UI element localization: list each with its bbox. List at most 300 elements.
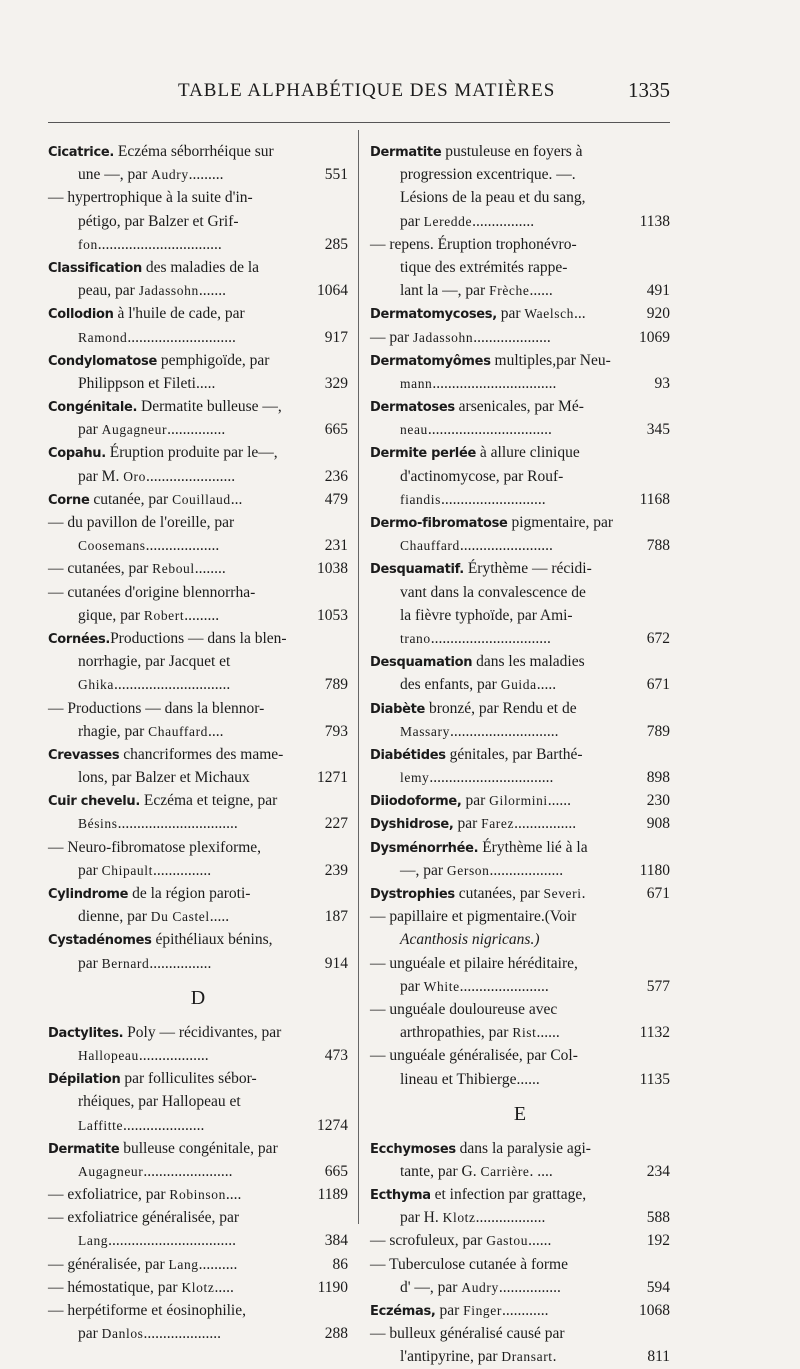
index-page-ref: 1038 bbox=[317, 560, 348, 578]
index-page-ref: 577 bbox=[646, 977, 670, 995]
index-line bbox=[370, 1345, 670, 1368]
index-author: Du Castel bbox=[150, 909, 210, 925]
index-page-ref: 1064 bbox=[317, 282, 348, 300]
index-text: Dermatite bulleuse —, bbox=[137, 398, 282, 416]
index-page-ref: 551 bbox=[324, 166, 348, 184]
index-author: Chauffard bbox=[400, 538, 460, 554]
index-text: Eczéma séborrhéique sur bbox=[114, 143, 274, 160]
leader-dots: .... bbox=[225, 1186, 242, 1204]
index-page-ref: 230 bbox=[646, 792, 670, 810]
index-headword: Dermatomycoses, bbox=[370, 307, 497, 323]
index-headword: Diabétides bbox=[370, 747, 446, 763]
index-text: — papillaire et pigmentaire.(Voir bbox=[370, 908, 577, 926]
index-line bbox=[370, 1253, 670, 1276]
index-headword: Copahu. bbox=[48, 446, 106, 462]
index-text: pemphigoïde, par bbox=[157, 351, 270, 369]
leader-dots: ............................... bbox=[430, 629, 551, 647]
leader-dots: ................ bbox=[514, 815, 577, 833]
index-headword: Condylomatose bbox=[48, 353, 158, 369]
index-text: — hémostatique, par bbox=[48, 1278, 182, 1296]
index-author: Chauffard bbox=[148, 723, 209, 739]
index-text: — unguéale et pilaire héréditaire, bbox=[370, 954, 578, 972]
index-headword: Diabète bbox=[370, 701, 426, 717]
index-line bbox=[48, 534, 348, 557]
index-text: pigmentaire, par bbox=[507, 514, 614, 531]
index-text: par bbox=[400, 977, 424, 995]
page-number: 1335 bbox=[628, 78, 670, 102]
leader-dots: ................... bbox=[489, 861, 564, 879]
index-line bbox=[48, 836, 348, 859]
index-text: rhéiques, par Hallopeau et bbox=[78, 1093, 241, 1111]
index-line bbox=[48, 766, 348, 789]
index-text: — Neuro-fibromatose plexiforme, bbox=[48, 838, 262, 856]
leader-dots: ............... bbox=[152, 861, 212, 879]
index-author: Audry bbox=[461, 1279, 499, 1295]
leader-dots: . bbox=[581, 885, 586, 902]
index-author: Robinson bbox=[169, 1187, 226, 1203]
index-line bbox=[48, 186, 348, 209]
leader-dots: ... bbox=[230, 490, 243, 508]
index-headword: Ecthyma bbox=[370, 1188, 431, 1204]
leader-dots: ..... bbox=[209, 908, 230, 926]
index-line bbox=[370, 766, 670, 789]
index-page-ref: 789 bbox=[646, 722, 670, 740]
index-author: Severi bbox=[543, 886, 582, 901]
index-line bbox=[48, 256, 348, 279]
leader-dots: .......... bbox=[198, 1255, 238, 1273]
index-author: Farez bbox=[481, 816, 515, 832]
index-page-ref: 671 bbox=[646, 676, 670, 694]
index-text: à l'huile de cade, par bbox=[113, 305, 245, 323]
leader-dots: ........ bbox=[194, 560, 226, 578]
leader-dots: ................ bbox=[149, 954, 212, 972]
index-line bbox=[48, 511, 348, 534]
index-page-ref: 1053 bbox=[317, 606, 348, 624]
leader-dots: ......... bbox=[184, 606, 220, 624]
index-headword: Dyshidrose, bbox=[370, 817, 454, 833]
index-text: — cutanées, par bbox=[48, 560, 153, 578]
index-text: Érythème — récidi- bbox=[463, 560, 592, 578]
index-line bbox=[370, 650, 670, 673]
index-text: — unguéale douloureuse avec bbox=[370, 1000, 558, 1018]
index-line bbox=[370, 882, 670, 905]
index-headword: Diiodoforme, bbox=[370, 794, 462, 810]
index-headword: Dermo-fibromatose bbox=[370, 516, 508, 531]
index-line bbox=[48, 627, 348, 650]
index-author: Coosemans bbox=[78, 538, 146, 554]
index-text: — cutanées d'origine blennorrha- bbox=[48, 583, 256, 601]
index-line bbox=[48, 372, 348, 395]
index-text: tante, par G. bbox=[400, 1162, 481, 1180]
index-line bbox=[48, 882, 348, 905]
index-page-ref: 227 bbox=[324, 815, 348, 833]
index-text: dans les maladies bbox=[472, 653, 585, 671]
leader-dots: ...... bbox=[528, 1232, 552, 1250]
index-text: cutanées, par bbox=[454, 885, 544, 902]
index-author: Massary bbox=[400, 723, 450, 739]
index-line bbox=[370, 627, 670, 650]
index-page-ref: 671 bbox=[646, 885, 670, 902]
index-text: lineau et Thibierge bbox=[400, 1070, 517, 1088]
index-line bbox=[370, 441, 670, 464]
index-text: norrhagie, par Jacquet et bbox=[78, 653, 231, 671]
index-headword: Dermite perlée bbox=[370, 446, 477, 462]
index-line bbox=[48, 349, 348, 372]
leader-dots: ................... bbox=[145, 537, 220, 555]
index-page-ref: 187 bbox=[324, 908, 348, 926]
index-author: Chipault bbox=[101, 862, 153, 878]
index-author: Ghika bbox=[78, 677, 114, 693]
index-text: — exfoliatrice, par bbox=[48, 1186, 170, 1204]
leader-dots: ....................... bbox=[459, 977, 549, 995]
index-text: pustuleuse en foyers à bbox=[441, 143, 583, 160]
index-text: — herpétiforme et éosinophilie, bbox=[48, 1302, 246, 1319]
index-page-ref: 1168 bbox=[639, 490, 670, 508]
index-headword: Dermatite bbox=[48, 1141, 120, 1157]
index-line bbox=[48, 1067, 348, 1090]
index-line bbox=[48, 441, 348, 464]
leader-dots: ................ bbox=[472, 212, 535, 230]
leader-dots: ..................... bbox=[123, 1116, 205, 1134]
index-text: et infection par grattage, bbox=[430, 1186, 587, 1204]
index-page-ref: 594 bbox=[646, 1278, 670, 1296]
index-line bbox=[370, 557, 670, 580]
index-page-ref: 192 bbox=[646, 1232, 670, 1250]
index-text: — généralisée, par bbox=[48, 1255, 169, 1273]
index-page-ref: 898 bbox=[646, 769, 670, 787]
index-author: neau bbox=[400, 422, 428, 438]
index-author: Couillaud bbox=[172, 491, 231, 507]
index-italic-ref: Acanthosis nigricans.) bbox=[400, 931, 540, 949]
index-headword: Cylindrome bbox=[48, 887, 129, 902]
index-text: — du pavillon de l'oreille, par bbox=[48, 514, 235, 531]
index-text: à allure clinique bbox=[476, 444, 580, 462]
index-page-ref: 788 bbox=[646, 537, 670, 555]
index-page-ref: 1068 bbox=[639, 1302, 670, 1319]
index-headword: Classification bbox=[48, 260, 142, 276]
index-text: par bbox=[78, 1325, 102, 1343]
leader-dots: ....... bbox=[198, 282, 226, 300]
index-text: par bbox=[435, 1302, 464, 1319]
index-line bbox=[48, 302, 348, 325]
index-text: d' —, par bbox=[400, 1278, 462, 1296]
index-page-ref: 384 bbox=[324, 1232, 348, 1250]
index-line bbox=[370, 905, 670, 928]
index-author: Guida bbox=[500, 677, 537, 693]
index-line bbox=[48, 581, 348, 604]
index-text: — repens. Éruption trophonévro- bbox=[370, 235, 577, 253]
index-headword: Cicatrice. bbox=[48, 145, 115, 160]
index-line bbox=[370, 1160, 670, 1183]
leader-dots: ............................ bbox=[127, 328, 236, 346]
leader-dots: ...... bbox=[547, 792, 572, 810]
index-headword: Dermatoses bbox=[370, 400, 455, 416]
index-text: — scrofuleux, par bbox=[370, 1232, 487, 1250]
index-page-ref: 345 bbox=[646, 421, 670, 439]
index-text: — Productions — dans la blennor- bbox=[48, 699, 265, 717]
index-line bbox=[48, 1253, 348, 1276]
index-page-ref: 1190 bbox=[317, 1278, 348, 1296]
index-text: peau, par bbox=[78, 282, 139, 300]
index-text: Productions — dans la blen- bbox=[110, 629, 287, 647]
index-line bbox=[370, 836, 670, 859]
index-headword: Cystadénomes bbox=[48, 933, 152, 949]
leader-dots: ..... bbox=[214, 1278, 234, 1296]
index-text: par bbox=[400, 212, 424, 230]
index-text: cutanée, par bbox=[89, 490, 173, 508]
index-page-ref: 1138 bbox=[639, 212, 670, 230]
column-divider bbox=[358, 130, 359, 1224]
leader-dots: ...... bbox=[536, 1024, 560, 1042]
index-text: génitales, par Barthé- bbox=[445, 745, 583, 763]
index-author: Klotz bbox=[442, 1210, 476, 1226]
leader-dots: ...... bbox=[529, 282, 553, 300]
index-author: Oro bbox=[123, 468, 146, 484]
index-page-ref: 917 bbox=[324, 328, 348, 346]
leader-dots: ................................. bbox=[108, 1232, 237, 1250]
index-line bbox=[370, 604, 670, 627]
index-text: épithéliaux bénins, bbox=[151, 931, 273, 949]
index-line bbox=[48, 1276, 348, 1299]
index-text: des maladies de la bbox=[141, 258, 260, 276]
index-text: par bbox=[78, 954, 102, 972]
leader-dots: .... bbox=[208, 722, 224, 740]
leader-dots: ............................... bbox=[117, 815, 238, 833]
index-line bbox=[48, 1299, 348, 1322]
page-title: TABLE ALPHABÉTIQUE DES MATIÈRES bbox=[178, 80, 556, 101]
index-line bbox=[370, 673, 670, 696]
index-author: Ramond bbox=[78, 329, 128, 345]
index-text: progression excentrique. —. bbox=[400, 166, 576, 184]
index-text: bronzé, par Rendu et de bbox=[425, 699, 577, 717]
index-author: Bernard bbox=[101, 955, 150, 971]
index-text: Eczéma et teigne, par bbox=[140, 792, 278, 810]
index-line bbox=[370, 163, 670, 186]
index-headword: Eczémas, bbox=[370, 1304, 436, 1319]
index-line bbox=[48, 650, 348, 673]
index-line bbox=[370, 233, 670, 256]
index-author: Lang bbox=[78, 1233, 109, 1249]
index-author: Jadassohn bbox=[138, 283, 199, 299]
index-headword: Dactylites. bbox=[48, 1025, 124, 1041]
index-line bbox=[48, 1206, 348, 1229]
index-headword: Dermatomyômes bbox=[370, 353, 491, 369]
leader-dots: ............................ bbox=[449, 722, 559, 740]
index-author: Bésins bbox=[78, 816, 118, 832]
index-author: Leredde bbox=[423, 213, 473, 229]
index-author: Robert bbox=[143, 607, 185, 623]
index-text: par bbox=[78, 861, 102, 879]
index-line bbox=[370, 465, 670, 488]
index-author: Dransart bbox=[501, 1349, 553, 1365]
index-line bbox=[48, 1137, 348, 1160]
index-author: fon bbox=[78, 236, 98, 252]
index-text: rhagie, par bbox=[78, 722, 149, 740]
index-author: Danlos bbox=[101, 1326, 144, 1342]
index-page-ref: 231 bbox=[324, 537, 348, 555]
index-text: par bbox=[461, 792, 490, 810]
leader-dots: ............... bbox=[167, 421, 226, 439]
index-page-ref: 1274 bbox=[317, 1116, 348, 1134]
index-author: Carrière bbox=[480, 1163, 530, 1179]
index-line bbox=[370, 1137, 670, 1160]
index-line bbox=[370, 928, 670, 951]
index-line bbox=[370, 1322, 670, 1345]
leader-dots: ........................ bbox=[459, 537, 553, 555]
index-text: — exfoliatrice généralisée, par bbox=[48, 1209, 240, 1227]
index-page-ref: 789 bbox=[324, 676, 348, 694]
index-page-ref: 479 bbox=[324, 490, 348, 508]
index-line bbox=[48, 465, 348, 488]
index-page-ref: 1271 bbox=[317, 769, 348, 787]
index-text: par bbox=[453, 815, 482, 833]
index-author: Gerson bbox=[446, 862, 490, 878]
index-text: par H. bbox=[400, 1209, 443, 1227]
index-page-ref: 1135 bbox=[639, 1070, 670, 1088]
index-page-ref: 908 bbox=[646, 815, 670, 833]
index-page-ref: 236 bbox=[324, 467, 348, 485]
leader-dots: ................................ bbox=[432, 374, 557, 392]
index-text: — Tuberculose cutanée à forme bbox=[370, 1255, 568, 1273]
index-text: gique, par bbox=[78, 606, 144, 624]
index-author: White bbox=[423, 978, 460, 994]
section-letter: D bbox=[190, 986, 206, 1009]
index-text: par M. bbox=[78, 467, 124, 485]
leader-dots: ............ bbox=[501, 1302, 549, 1319]
index-text: de la région paroti- bbox=[128, 885, 251, 902]
index-author: trano bbox=[400, 630, 431, 646]
index-page-ref: 239 bbox=[324, 861, 348, 879]
index-page-ref: 665 bbox=[324, 421, 348, 439]
leader-dots: ................ bbox=[498, 1278, 561, 1296]
leader-dots: ..... bbox=[536, 676, 557, 694]
index-author: Frèche bbox=[489, 283, 530, 299]
leader-dots: ...... bbox=[516, 1070, 540, 1088]
index-headword: Cornées. bbox=[48, 631, 111, 647]
index-headword: Cuir chevelu. bbox=[48, 794, 141, 810]
index-page-ref: 1132 bbox=[639, 1024, 670, 1042]
index-author: Gilormini bbox=[489, 793, 548, 809]
index-line bbox=[370, 418, 670, 441]
index-line bbox=[48, 163, 348, 186]
index-author: Hallopeau bbox=[78, 1047, 139, 1063]
index-author: mann bbox=[400, 375, 433, 391]
index-line bbox=[370, 1276, 670, 1299]
index-line bbox=[370, 256, 670, 279]
index-line bbox=[48, 1160, 348, 1183]
index-text: arsenicales, par Mé- bbox=[454, 398, 584, 416]
index-author: Klotz bbox=[181, 1279, 215, 1295]
header-rule bbox=[48, 122, 670, 123]
leader-dots: ....................... bbox=[143, 1162, 233, 1180]
index-line bbox=[370, 1229, 670, 1252]
index-line bbox=[48, 395, 348, 418]
index-line bbox=[370, 1044, 670, 1067]
index-author: Lang bbox=[168, 1256, 199, 1272]
index-text: —, par bbox=[400, 861, 447, 879]
index-line bbox=[48, 697, 348, 720]
index-page-ref: 588 bbox=[646, 1209, 670, 1227]
leader-dots: . .... bbox=[529, 1162, 553, 1180]
index-page-ref: 288 bbox=[324, 1325, 348, 1343]
index-text: Érythème lié à la bbox=[478, 838, 588, 856]
index-line bbox=[48, 1044, 348, 1067]
index-page-ref: 672 bbox=[646, 629, 670, 647]
index-text: lons, par Balzer et Michaux bbox=[78, 769, 250, 787]
index-text: pétigo, par Balzer et Grif- bbox=[78, 212, 239, 230]
index-headword: Ecchymoses bbox=[370, 1141, 456, 1157]
index-line bbox=[48, 905, 348, 928]
index-headword: Dystrophies bbox=[370, 887, 455, 902]
index-text: par bbox=[78, 421, 102, 439]
index-line bbox=[48, 952, 348, 975]
index-line bbox=[370, 1299, 670, 1322]
index-author: Augagneur bbox=[101, 422, 168, 438]
index-line bbox=[370, 372, 670, 395]
index-line bbox=[370, 859, 670, 882]
index-text: dienne, par bbox=[78, 908, 151, 926]
index-text: multiples,par Neu- bbox=[490, 351, 611, 369]
index-line bbox=[48, 1229, 348, 1252]
leader-dots: ......... bbox=[188, 166, 224, 184]
index-line bbox=[370, 349, 670, 372]
index-line bbox=[48, 1322, 348, 1345]
leader-dots: ... bbox=[574, 305, 586, 323]
index-author: Jadassohn bbox=[413, 329, 474, 345]
index-author: Augagneur bbox=[78, 1163, 144, 1179]
leader-dots: ................................ bbox=[429, 769, 554, 787]
index-page-ref: 665 bbox=[324, 1162, 348, 1180]
leader-dots: ....................... bbox=[146, 467, 236, 485]
index-line bbox=[370, 998, 670, 1021]
index-text: Éruption produite par le—, bbox=[105, 444, 278, 462]
index-text: — par bbox=[370, 328, 414, 346]
index-author: fiandis bbox=[400, 491, 441, 507]
index-line bbox=[48, 743, 348, 766]
index-text: bulleuse congénitale, par bbox=[119, 1139, 278, 1157]
index-page-ref: 1069 bbox=[639, 328, 670, 346]
index-author: Laffitte bbox=[78, 1117, 124, 1133]
index-line bbox=[370, 395, 670, 418]
index-line bbox=[370, 743, 670, 766]
index-line bbox=[48, 140, 348, 163]
index-text: dans la paralysie agi- bbox=[455, 1139, 591, 1157]
index-line bbox=[48, 673, 348, 696]
index-line bbox=[370, 326, 670, 349]
index-page-ref: 473 bbox=[324, 1046, 348, 1064]
leader-dots: .............................. bbox=[114, 676, 231, 694]
index-text: une —, par bbox=[78, 166, 152, 184]
index-headword: Dermatite bbox=[370, 145, 442, 160]
index-author: Audry bbox=[151, 167, 189, 183]
leader-dots: . bbox=[552, 1348, 557, 1366]
index-headword: Corne bbox=[48, 492, 90, 508]
index-text: tique des extrémités rappe- bbox=[400, 258, 568, 276]
leader-dots: ........................... bbox=[440, 490, 546, 508]
index-page-ref: 491 bbox=[646, 282, 670, 300]
index-text: Poly — récidivantes, par bbox=[123, 1023, 282, 1041]
index-author: Gastou bbox=[486, 1233, 529, 1249]
index-headword: Dysménorrhée. bbox=[370, 840, 479, 856]
index-text: — unguéale généralisée, par Col- bbox=[370, 1047, 578, 1065]
index-headword: Crevasses bbox=[48, 747, 120, 763]
index-line bbox=[370, 534, 670, 557]
index-page-ref: 920 bbox=[646, 305, 670, 323]
index-line bbox=[370, 210, 670, 233]
index-page-ref: 1180 bbox=[639, 861, 670, 879]
index-line bbox=[370, 581, 670, 604]
index-page-ref: 285 bbox=[324, 235, 348, 253]
